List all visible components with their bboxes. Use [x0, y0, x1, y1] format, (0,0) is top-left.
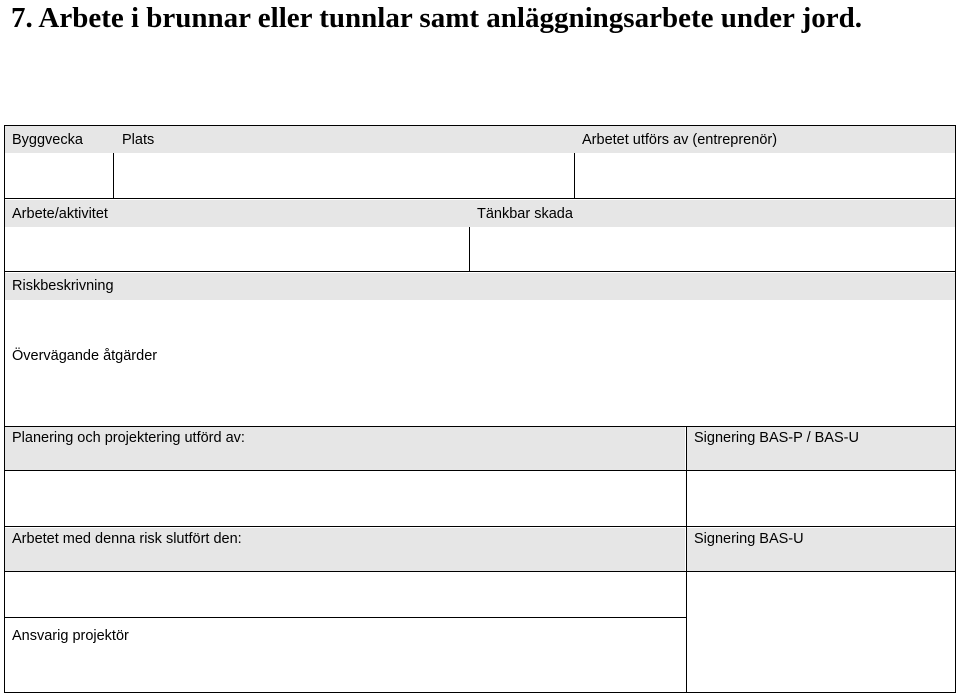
divider-byggvecka — [113, 153, 114, 198]
label-signering-bas-p: Signering BAS-P / BAS-U — [694, 430, 859, 446]
slutfort-field[interactable] — [5, 572, 685, 617]
document-title: 7. Arbete i brunnar eller tunnlar samt anläggningsarbete under jord. — [11, 2, 862, 34]
label-utfors-av: Arbetet utförs av (entreprenör) — [582, 132, 778, 148]
rule-after-row5-header — [4, 470, 956, 471]
border-left — [4, 125, 5, 693]
border-top — [4, 125, 956, 126]
border-right — [955, 125, 956, 693]
label-aktivitet: Arbete/aktivitet — [12, 206, 108, 222]
signering-bas-p-field[interactable] — [687, 471, 955, 526]
risk-form — [4, 125, 956, 693]
label-plats: Plats — [122, 132, 155, 148]
divider-plats — [574, 153, 575, 198]
rule-before-row5 — [4, 426, 956, 427]
utfors-av-field[interactable] — [575, 153, 955, 198]
label-planering: Planering och projektering utförd av: — [12, 430, 245, 446]
label-skada: Tänkbar skada — [477, 206, 573, 222]
rule-before-row7 — [4, 617, 686, 618]
byggvecka-field[interactable] — [5, 153, 113, 198]
label-atgarder: Övervägande åtgärder — [12, 348, 158, 364]
divider-aktivitet — [469, 227, 470, 271]
label-byggvecka: Byggvecka — [12, 132, 83, 148]
plats-field[interactable] — [115, 153, 573, 198]
rule-after-row6-header — [4, 571, 956, 572]
planering-field[interactable] — [5, 471, 685, 526]
riskbeskrivning-field[interactable] — [5, 300, 955, 345]
label-signering-bas-u: Signering BAS-U — [694, 531, 804, 547]
label-riskbeskrivning: Riskbeskrivning — [12, 278, 114, 294]
aktivitet-field[interactable] — [5, 227, 468, 271]
header-band-row3 — [5, 273, 955, 300]
rule-before-row6 — [4, 526, 956, 527]
divider-signering — [686, 426, 687, 693]
label-slutfort: Arbetet med denna risk slutfört den: — [12, 531, 242, 547]
atgarder-field[interactable] — [5, 365, 955, 425]
rule-after-row2 — [4, 271, 956, 272]
projektor-field[interactable] — [5, 637, 685, 692]
rule-after-row1 — [4, 198, 956, 199]
border-bottom — [4, 692, 956, 693]
signering-bas-u-field[interactable] — [687, 572, 955, 692]
skada-field[interactable] — [470, 227, 955, 271]
label-projektor: Ansvarig projektör — [12, 628, 129, 644]
